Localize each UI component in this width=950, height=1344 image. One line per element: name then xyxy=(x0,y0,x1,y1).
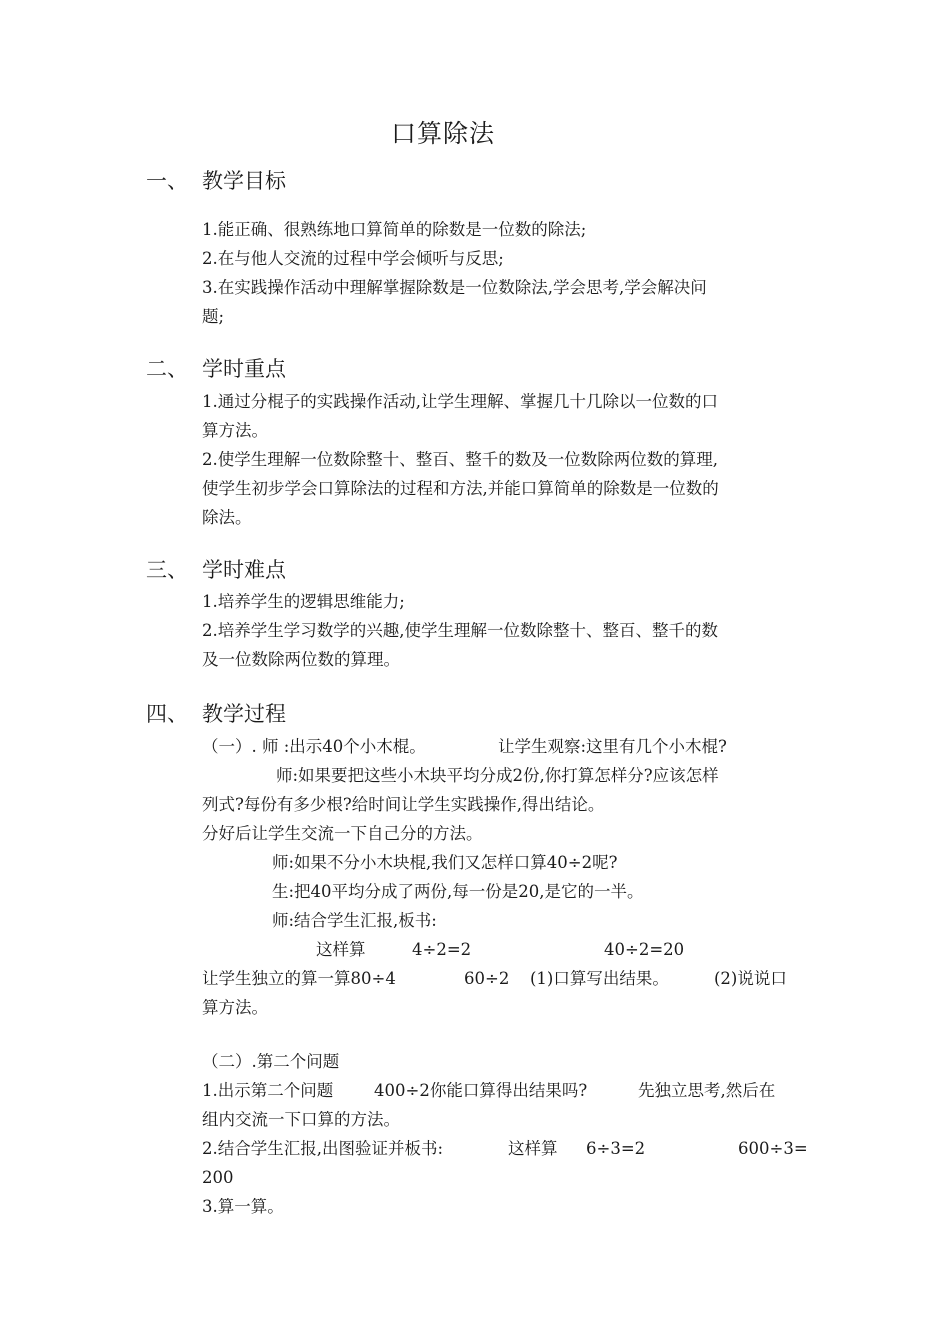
paragraph-line: 3.算一算。 xyxy=(202,1197,284,1216)
section-title: 学时重点 xyxy=(202,357,286,381)
paragraph-line xyxy=(202,1134,808,1163)
section-body-process-part2 xyxy=(202,1047,808,1221)
equation: 6÷3=2 xyxy=(586,1139,646,1158)
subsection-title: （二）.第二个问题 xyxy=(202,1052,340,1071)
paragraph-line: 200 xyxy=(202,1168,234,1187)
page-title: 口算除法 xyxy=(390,119,495,148)
text-segment: 让学生独立的算一算80÷4 xyxy=(202,969,396,988)
text-segment: 让学生观察:这里有几个小木棍? xyxy=(498,737,727,756)
section-title: 学时难点 xyxy=(202,558,286,582)
paragraph-line: 列式?每份有多少根?给时间让学生实践操作,得出结论。 xyxy=(202,795,605,814)
section-body-objectives xyxy=(202,215,808,331)
paragraph-line: 分好后让学生交流一下自己分的方法。 xyxy=(202,824,483,843)
equation: 600÷3= xyxy=(738,1139,808,1158)
paragraph-line: 师:如果要把这些小木块平均分成2份,你打算怎样分?应该怎样 xyxy=(276,766,719,785)
section-number: 二、 xyxy=(146,357,188,381)
section-body-difficulties xyxy=(202,587,808,674)
paragraph-line: 除法。 xyxy=(202,508,252,527)
text-segment: (2)说说口 xyxy=(714,969,787,988)
paragraph-line: 使学生初步学会口算除法的过程和方法,并能口算简单的除数是一位数的 xyxy=(202,479,719,498)
section-body-process xyxy=(202,732,808,1022)
section-heading-difficulties xyxy=(146,555,286,585)
blackboard-equations xyxy=(202,935,808,964)
equation: 40÷2=20 xyxy=(604,940,685,959)
paragraph-line: 2.培养学生学习数学的兴趣,使学生理解一位数除整十、整百、整千的数 xyxy=(202,621,718,640)
text-segment: 400÷2你能口算得出结果吗? xyxy=(374,1081,588,1100)
paragraph-line: 师:如果不分小木块棍,我们又怎样口算40÷2呢? xyxy=(272,853,618,872)
paragraph-line: 算方法。 xyxy=(202,998,268,1017)
paragraph-line: 3.在实践操作活动中理解掌握除数是一位数除法,学会思考,学会解决问 xyxy=(202,278,707,297)
paragraph-line xyxy=(202,964,808,993)
text-segment: 这样算 xyxy=(316,940,366,959)
paragraph-line: 1.通过分棍子的实践操作活动,让学生理解、掌握几十几除以一位数的口 xyxy=(202,392,718,411)
paragraph-line: 题; xyxy=(202,307,225,326)
section-body-key-points xyxy=(202,387,808,532)
paragraph-line: 师:结合学生汇报,板书: xyxy=(272,911,437,930)
text-segment: 先独立思考,然后在 xyxy=(638,1081,776,1100)
text-segment: 这样算 xyxy=(508,1139,558,1158)
paragraph-line: 组内交流一下口算的方法。 xyxy=(202,1110,400,1129)
paragraph-line: 1.能正确、很熟练地口算简单的除数是一位数的除法; xyxy=(202,220,587,239)
section-title: 教学目标 xyxy=(202,169,286,193)
section-heading-key-points xyxy=(146,354,286,384)
paragraph-line: 2.在与他人交流的过程中学会倾听与反思; xyxy=(202,249,504,268)
paragraph-line: 生:把40平均分成了两份,每一份是20,是它的一半。 xyxy=(272,882,644,901)
paragraph-line: 及一位数除两位数的算理。 xyxy=(202,650,400,669)
section-title: 教学过程 xyxy=(202,702,286,726)
paragraph-line xyxy=(202,1076,808,1105)
text-segment: 1.出示第二个问题 xyxy=(202,1081,334,1100)
paragraph-line: 算方法。 xyxy=(202,421,268,440)
section-number: 四、 xyxy=(146,702,188,726)
text-segment: (1)口算写出结果。 xyxy=(530,969,669,988)
section-heading-objectives xyxy=(146,166,286,196)
equation: 4÷2=2 xyxy=(412,940,472,959)
paragraph-line: 2.使学生理解一位数除整十、整百、整千的数及一位数除两位数的算理, xyxy=(202,450,718,469)
section-number: 一、 xyxy=(146,169,188,193)
text-segment: 2.结合学生汇报,出图验证并板书: xyxy=(202,1139,444,1158)
paragraph-line: 1.培养学生的逻辑思维能力; xyxy=(202,592,405,611)
section-heading-process xyxy=(146,699,286,729)
equation: 60÷2 xyxy=(464,969,510,988)
section-number: 三、 xyxy=(146,558,188,582)
text-segment: （一）. 师 :出示40个小木棍。 xyxy=(202,737,426,756)
paragraph-line xyxy=(202,732,808,761)
